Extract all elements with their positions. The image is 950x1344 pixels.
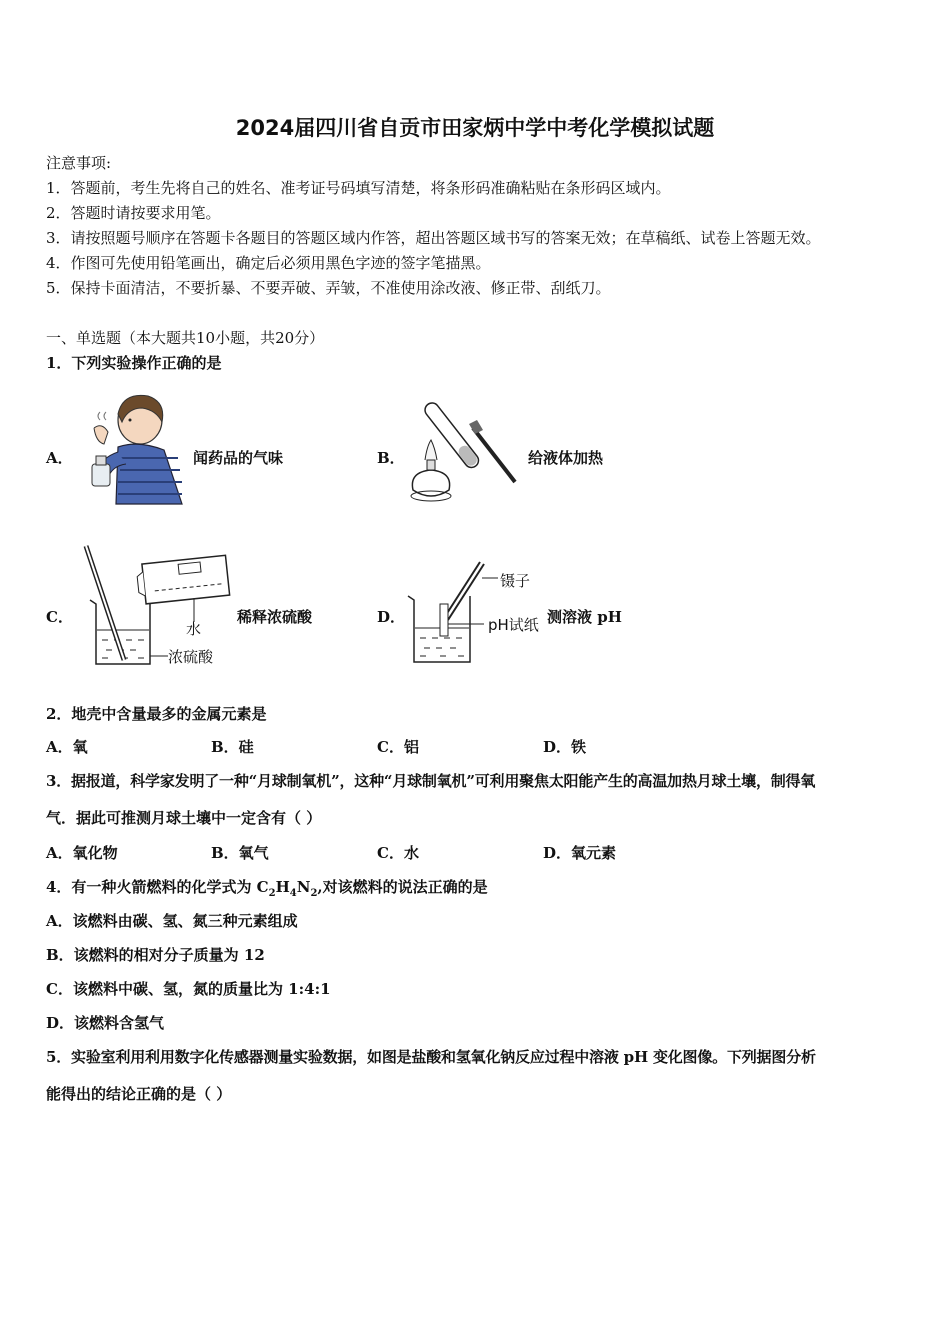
notice-item: 1．答题前，考生先将自己的姓名、准考证号码填写清楚，将条形码准确粘贴在条形码区域内。 <box>46 179 671 197</box>
section-heading: 一、单选题（本大题共10小题，共20分） <box>46 329 325 347</box>
page-title: 2024届四川省自贡市田家炳中学中考化学模拟试题 <box>235 116 715 140</box>
q1-option-b-text: 给液体加热 <box>528 449 604 467</box>
q1-option-b-letter: B． <box>377 449 405 467</box>
label-concentrated-acid: 浓硫酸 <box>168 648 214 666</box>
label-ph-paper: pH试纸 <box>488 616 539 634</box>
question-3-stem-line2: 气．据此可推测月球土壤中一定含有（ ） <box>46 809 322 827</box>
notice-item: 5．保持卡面清洁，不要折暴、不要弄破、弄皱，不准使用涂改液、修正带、刮纸刀。 <box>46 279 611 297</box>
q1-option-c-text: 稀释浓硫酸 <box>237 608 313 626</box>
smelling-chemical-illustration <box>78 392 188 507</box>
q1-option-d-text: 测溶液 pH <box>547 608 622 626</box>
q4-stem-pre: 4．有一种火箭燃料的化学式为 C <box>46 878 269 896</box>
q4-mid-2: N <box>296 878 311 896</box>
q4-stem-post: ,对该燃料的说法正确的是 <box>317 878 488 896</box>
q4-sub-3: 2 <box>310 888 318 899</box>
heating-liquid-illustration <box>403 398 523 506</box>
q3-option-c: C．水 <box>377 844 419 862</box>
q4-option-b: B．该燃料的相对分子质量为 12 <box>46 946 265 964</box>
notice-item: 2．答题时请按要求用笔。 <box>46 204 221 222</box>
q1-option-c-letter: C． <box>46 608 73 626</box>
q3-option-d: D．氧元素 <box>543 844 617 862</box>
q1-option-a-letter: A． <box>46 449 73 467</box>
question-4-stem <box>46 876 488 899</box>
label-water: 水 <box>186 620 202 638</box>
acid-leader-line <box>150 655 170 657</box>
q1-option-a-text: 闻药品的气味 <box>193 449 284 467</box>
q1-option-d-letter: D． <box>377 608 406 626</box>
notice-item: 3．请按照题号顺序在答题卡各题目的答题区域内作答，超出答题区域书写的答案无效；在草稿纸、试卷上答题无效。 <box>46 229 821 247</box>
q4-sub-2: 4 <box>289 888 297 899</box>
q4-sub-1: 2 <box>268 888 276 899</box>
q2-option-d: D．铁 <box>543 738 587 756</box>
q2-option-c: C．铝 <box>377 738 419 756</box>
q4-option-d: D．该燃料含氢气 <box>46 1014 165 1032</box>
question-1-stem: 1．下列实验操作正确的是 <box>46 354 222 372</box>
q3-option-b: B．氧气 <box>211 844 269 862</box>
q4-mid-1: H <box>275 878 290 896</box>
question-5-stem-line2: 能得出的结论正确的是（ ） <box>46 1085 232 1103</box>
question-2-stem: 2．地壳中含量最多的金属元素是 <box>46 705 267 723</box>
question-5-stem-line1: 5．实验室利用利用数字化传感器测量实验数据，如图是盐酸和氢氧化钠反应过程中溶液 pH 变化图像。下列据图分析 <box>46 1048 816 1066</box>
label-tweezers: 镊子 <box>500 572 531 590</box>
question-3-stem-line1: 3．据报道，科学家发明了一种“月球制氧机”，这种“月球制氧机”可利用聚焦太阳能产生的高温加热月球土壤，制得氧 <box>46 772 816 790</box>
q4-option-a: A．该燃料由碳、氢、氮三种元素组成 <box>46 912 298 930</box>
notice-item: 4．作图可先使用铅笔画出，确定后必须用黑色字迹的签字笔描黑。 <box>46 254 491 272</box>
q4-option-c: C．该燃料中碳、氢，氮的质量比为 1:4:1 <box>46 980 331 998</box>
q2-option-b: B．硅 <box>211 738 254 756</box>
q3-option-a: A．氧化物 <box>46 844 118 862</box>
notice-heading: 注意事项: <box>46 154 112 172</box>
q2-option-a: A．氧 <box>46 738 88 756</box>
